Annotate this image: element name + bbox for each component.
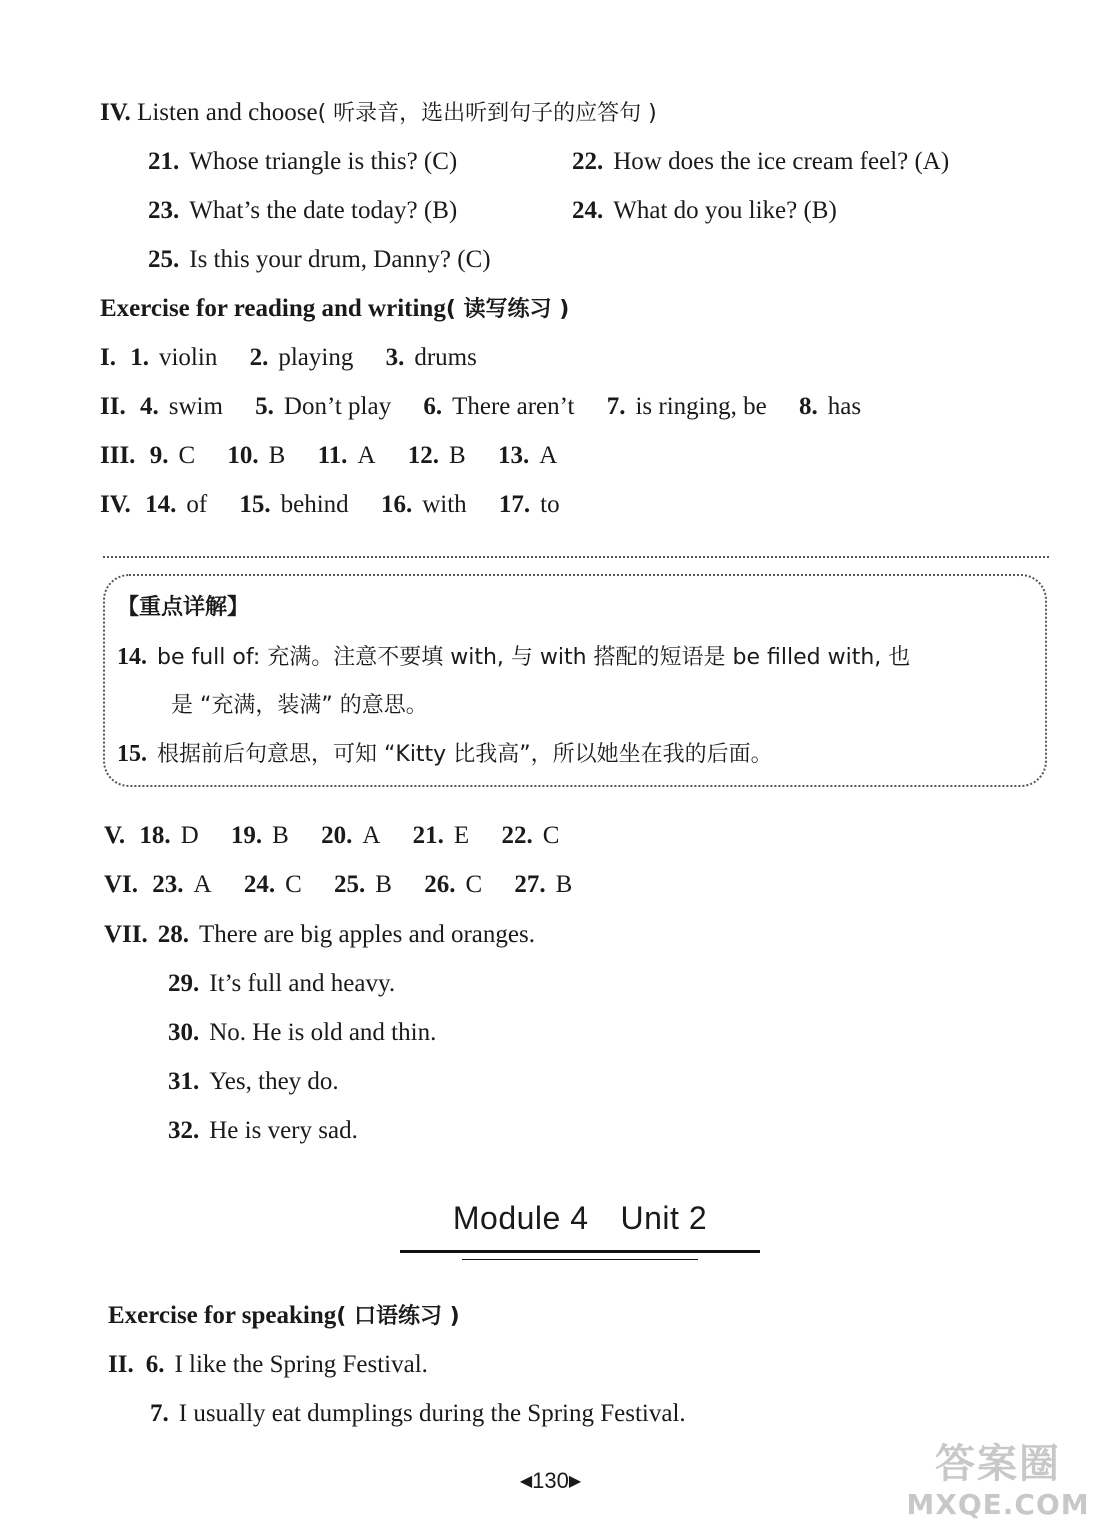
note-line-14-cont <box>171 688 428 723</box>
answer-item: 23. A <box>152 871 212 898</box>
answer-item: 25. B <box>334 871 392 898</box>
answer-item: 24. C <box>243 871 302 898</box>
page-number-text: 130 <box>532 1468 569 1493</box>
item-text: He is very sad. <box>209 1117 358 1144</box>
answer-item: 27. B <box>514 871 573 898</box>
row-roman: III. <box>100 442 136 469</box>
note-number: 15. <box>117 741 147 767</box>
answer-item: 26. C <box>424 871 483 898</box>
row-roman: VI. <box>104 871 139 898</box>
list-item <box>168 1065 339 1099</box>
speaking-row-ii <box>108 1348 428 1382</box>
answer-item: 10. B <box>227 442 286 469</box>
item-number: 7. <box>150 1400 169 1427</box>
row-roman: II. <box>100 393 126 420</box>
dotted-divider <box>103 556 1049 558</box>
list-item <box>572 145 949 179</box>
watermark-logo <box>903 1440 1093 1530</box>
note-text: 根据前后句意思，可知 “Kitty 比我高”，所以她坐在我的后面。 <box>157 742 773 767</box>
answer-item: 9. C <box>149 442 196 469</box>
answer-item: 2. playing <box>249 344 354 371</box>
answer-item: 4. swim <box>139 393 223 420</box>
item-number: 31. <box>168 1068 200 1095</box>
key-point-heading: 【重点详解】 <box>117 595 250 620</box>
list-item <box>148 243 491 277</box>
section-title-en: Exercise for speaking <box>108 1302 337 1329</box>
row-roman: II. <box>108 1351 134 1378</box>
answer-item: 16. with <box>380 491 467 518</box>
item-text: What’s the date today? (B) <box>189 197 458 224</box>
answer-item: 22. C <box>501 822 560 849</box>
item-number: 24. <box>572 197 604 224</box>
answer-item: 17. to <box>498 491 560 518</box>
answer-row-vi <box>104 868 572 902</box>
note-text: 是 “充满，装满” 的意思。 <box>171 693 428 718</box>
answer-item: 19. B <box>230 822 289 849</box>
answer-row-ii <box>100 390 861 424</box>
item-number: 21. <box>148 148 180 175</box>
section-title-en: Listen and choose <box>137 99 318 126</box>
answer-item: 21. E <box>412 822 470 849</box>
key-point-box <box>103 574 1047 787</box>
item-text: No. He is old and thin. <box>209 1019 437 1046</box>
row-roman: IV. <box>100 491 131 518</box>
item-number: 22. <box>572 148 604 175</box>
answer-item: 6. There aren’t <box>423 393 575 420</box>
right-triangle-icon: ▶ <box>568 1473 582 1490</box>
answer-item: 7. is ringing, be <box>606 393 767 420</box>
module-heading <box>400 1200 760 1237</box>
answer-item: 13. A <box>497 442 558 469</box>
answer-item: 1. violin <box>130 344 218 371</box>
item-text: How does the ice cream feel? (A) <box>613 148 950 175</box>
item-number: 32. <box>168 1117 200 1144</box>
note-text: be full of: 充满。注意不要填 with, 与 with 搭配的短语是 be filled with, 也 <box>157 645 911 670</box>
list-item <box>148 145 457 179</box>
left-triangle-icon: ◀ <box>519 1473 533 1490</box>
answer-row-iv <box>100 488 560 522</box>
item-number: 6. <box>145 1351 165 1378</box>
section-title-cn: ( 读写练习 ) <box>445 297 570 322</box>
list-item <box>572 194 837 228</box>
watermark-bottom: MXQE.COM <box>906 1488 1090 1521</box>
note-line-15 <box>117 737 773 772</box>
item-text: Whose triangle is this? (C) <box>189 148 458 175</box>
list-item <box>150 1397 686 1431</box>
item-text: I usually eat dumplings during the Spring Festival. <box>178 1400 686 1427</box>
answer-item: 5. Don’t play <box>255 393 392 420</box>
answer-item: 11. A <box>317 442 376 469</box>
item-text: What do you like? (B) <box>613 197 837 224</box>
watermark-top: 答案圈 <box>935 1441 1061 1487</box>
item-text: There are big apples and oranges. <box>199 921 535 948</box>
item-text: It’s full and heavy. <box>209 970 396 997</box>
module-rule-thick <box>400 1250 760 1253</box>
speaking-section-heading <box>108 1299 460 1334</box>
answer-row-vii <box>104 918 535 952</box>
list-item <box>168 967 395 1001</box>
answer-row-iii <box>100 439 557 473</box>
item-text: I like the Spring Festival. <box>174 1351 428 1378</box>
row-roman: V. <box>104 822 126 849</box>
section-title-en: Exercise for reading and writing <box>100 295 446 322</box>
item-text: Yes, they do. <box>209 1068 339 1095</box>
section-title-cn: ( 口语练习 ) <box>336 1304 460 1329</box>
note-number: 14. <box>117 644 147 670</box>
answer-item: 15. behind <box>239 491 349 518</box>
item-number: 30. <box>168 1019 200 1046</box>
module-rule-thin <box>462 1259 698 1260</box>
section-roman: IV. <box>100 99 131 126</box>
listen-section-heading <box>100 96 657 131</box>
item-number: 25. <box>148 246 180 273</box>
rw-section-heading <box>100 292 569 327</box>
module-label: Module 4 <box>452 1200 589 1236</box>
item-number: 28. <box>157 921 190 948</box>
list-item <box>168 1114 358 1148</box>
section-title-cn: ( 听录音，选出听到句子的应答句 ) <box>317 101 657 126</box>
answer-item: 14. of <box>145 491 208 518</box>
item-number: 29. <box>168 970 200 997</box>
row-roman: VII. <box>104 921 148 948</box>
list-item <box>168 1016 436 1050</box>
row-roman: I. <box>100 344 116 371</box>
answer-item: 8. has <box>798 393 862 420</box>
answer-row-i <box>100 341 477 375</box>
answer-item: 12. B <box>407 442 466 469</box>
item-text: Is this your drum, Danny? (C) <box>189 246 491 273</box>
item-number: 23. <box>148 197 180 224</box>
answer-item: 18. D <box>139 822 199 849</box>
answer-item: 3. drums <box>385 344 477 371</box>
note-line-14 <box>117 640 910 675</box>
list-item <box>148 194 457 228</box>
unit-label: Unit 2 <box>620 1200 708 1236</box>
answer-row-v <box>104 819 559 853</box>
answer-item: 20. A <box>321 822 381 849</box>
